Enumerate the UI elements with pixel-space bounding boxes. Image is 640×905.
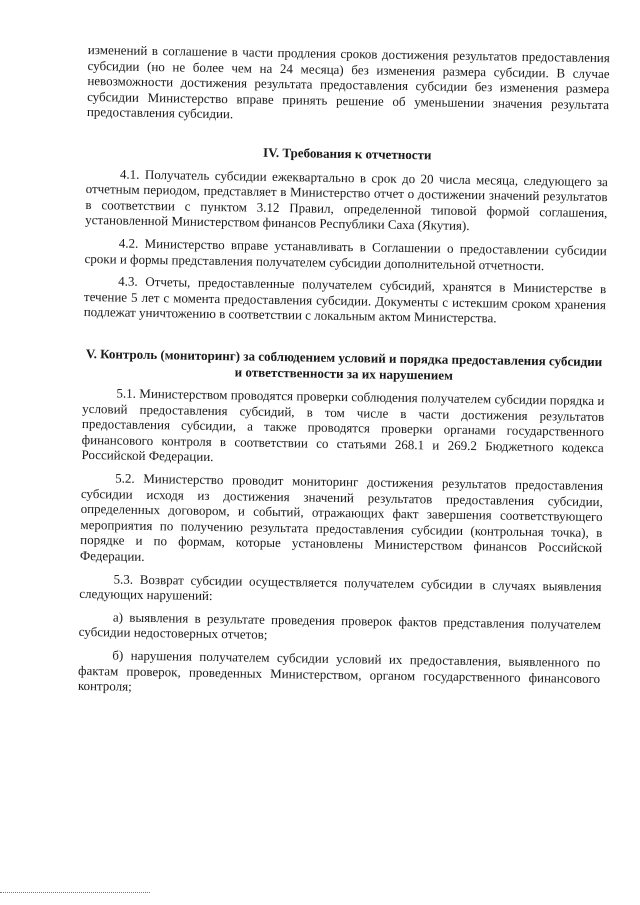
section-5-heading: V. Контроль (мониторинг) за соблюдением условий и порядка предоставления субсидии и ответственности за их нарушением	[85, 345, 603, 383]
paragraph-5-3: 5.3. Возврат субсидии осуществляется получателем субсидии в случаях выявления следующих нарушений:	[79, 571, 602, 604]
bottom-divider	[0, 892, 150, 894]
list-item-b: б) нарушения получателем субсидии условий их предоставления, выявленного по фактам проверок, проведенных Министерством, органом государственного финансового контроля;	[77, 647, 601, 694]
paragraph-5-1: 5.1. Министерством проводятся проверки соблюдения получателем субсидии порядка и условий предоставления субсидий, в том числе в части достижения результатов предоставления субсидии, а также проводятся проверки органами государственного финансового контроля в соответствии со статьями 268.1 и 269.2 Бюджетного кодекса Российской Федерации.	[81, 385, 605, 465]
list-item-a: а) выявления в результате проведения проверок фактов представления получателем субсидии недостоверных отчетов;	[78, 609, 602, 643]
paragraph-4-2: 4.2. Министерство вправе устанавливать в Соглашении о предоставлении субсидии сроки и формы представления получателем субсидии дополнительной отчетности.	[84, 235, 607, 273]
document-page	[78, 42, 610, 709]
paragraph-4-1: 4.1. Получатель субсидии ежеквартально в срок до 20 числа месяца, следующего за отчетным периодом, представляет в Министерство отчет о достижении значений результатов в соответствии с пунктом 3.12 Правил, определенной типовой формой соглашения, установленной Министерством финансов Республики Саха (Якутия).	[85, 166, 608, 234]
paragraph-5-2: 5.2. Министерство проводит мониторинг достижения результатов предоставления субсидии исходя из достижения значений результатов предоставления субсидии, определенных договором, и событий, отражающих факт завершения соответствующего мероприятия по получению результата предоставления субсидии (контрольная точка), в порядке и по формам, которые установлены Министерством финансов Российской Федерации.	[79, 470, 604, 564]
section-4-heading: IV. Требования к отчетности	[263, 144, 432, 163]
intro-paragraph: изменений в соглашение в части продления сроков достижения результатов предоставления субсидии (но не более чем на 24 месяца) без изменения размера субсидии. В случае невозможности достижения результата предоставления субсидии без изменения размера субсидии Министерство вправе принять решение об уменьшении значения результата предоставления субсидии.	[86, 42, 610, 122]
paragraph-4-3: 4.3. Отчеты, предоставленные получателем субсидий, хранятся в Министерстве в течение 5 лет с момента предоставления субсидии. Документы с истекшим сроком хранения подлежат уничтожению в соответствии с локальным актом Министерства.	[83, 273, 607, 326]
